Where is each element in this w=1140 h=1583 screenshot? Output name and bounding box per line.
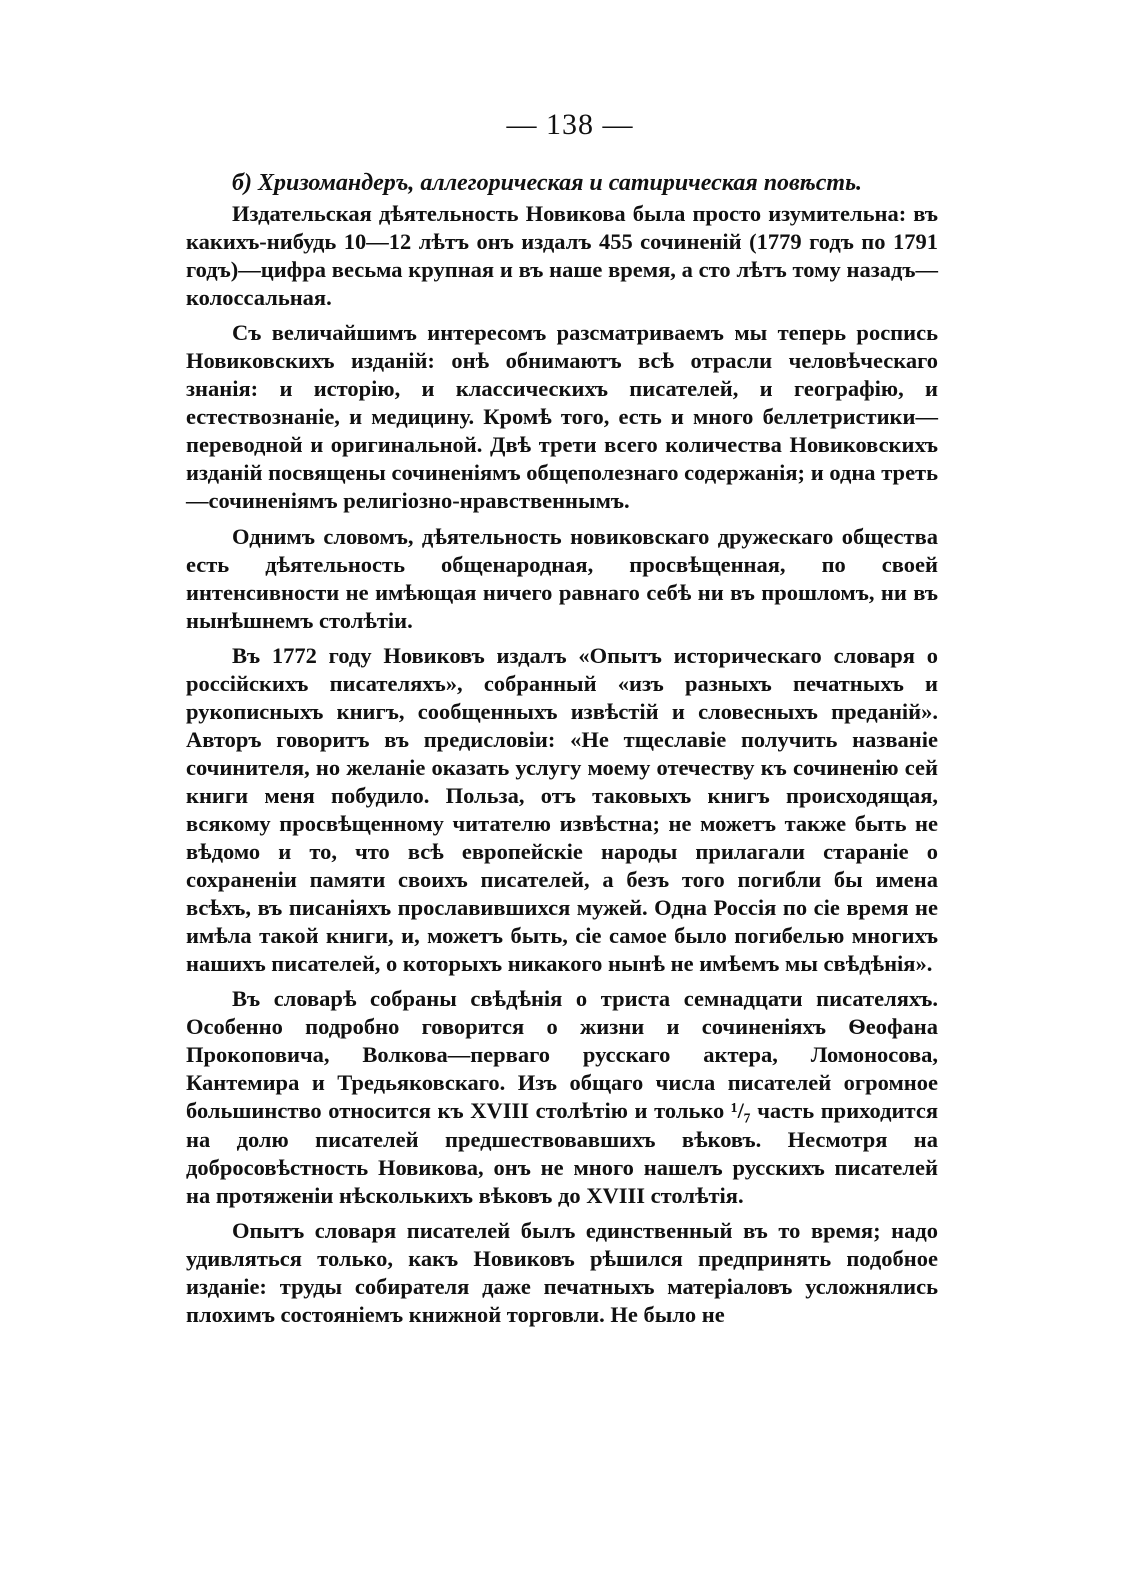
paragraph: Однимъ словомъ, дѣятельность новиковскаго дружескаго общества есть дѣятельность общенародная, просвѣщенная, по своей интенсивности не имѣющая ничего равнаго себѣ ни въ прошломъ, ни въ нынѣшнемъ столѣтіи. (186, 523, 938, 633)
body-text (186, 168, 938, 1329)
section-subtitle: б) Хризомандеръ, аллегорическая и сатирическая повѣсть. (232, 170, 863, 196)
paragraph: Издательская дѣятельность Новикова была просто изумительна: въ какихъ-нибудь 10—12 лѣтъ онъ издалъ 455 сочиненій (1779 годъ по 1791 годъ)—цифра весьма крупная и въ наше время, а сто лѣтъ тому назадъ—колоссальная. (186, 201, 938, 311)
page-number: — 138 — (506, 108, 634, 141)
paragraph: Въ словарѣ собраны свѣдѣнія о триста семнадцати писателяхъ. Особенно подробно говорится о жизни и сочиненіяхъ Ѳеофана Прокоповича, Волкова—перваго русскаго актера, Ломоносова, Кантемира и Тредьяковскаго. Изъ общаго числа писателей огромное большинство относится къ XVIII столѣтію и только ¹/₇ часть приходится на долю писателей предшествовавшихъ вѣковъ. Несмотря на добросовѣстность Новикова, онъ не много нашелъ русскихъ писателей на протяженіи нѣсколькихъ вѣковъ до XVIII столѣтія. (186, 986, 938, 1208)
paragraph: Въ 1772 году Новиковъ издалъ «Опытъ историческаго словаря о россійскихъ писателяхъ», собранный «изъ разныхъ печатныхъ и рукописныхъ книгъ, сообщенныхъ извѣстій и словесныхъ преданій». Авторъ говоритъ въ предисловіи: «Не тщеславіе получить названіе сочинителя, но желаніе оказать услугу моему отечеству къ сочиненію сей книги меня побудило. Польза, отъ таковыхъ книгъ происходящая, всякому просвѣщенному читателю извѣстна; не можетъ также быть не вѣдомо и то, что всѣ европейскіе народы прилагали стараніе о сохраненіи памяти своихъ писателей, а безъ того погибли бы имена всѣхъ, въ писаніяхъ прославившихся мужей. Одна Россія по сіе время не имѣла такой книги, и, можетъ быть, сіе самое было погибелью многихъ нашихъ писателей, о которыхъ никакого нынѣ не имѣемъ мы свѣдѣнія». (186, 642, 938, 977)
paragraph: Съ величайшимъ интересомъ разсматриваемъ мы теперь роспись Новиковскихъ изданій: онѣ обнимаютъ всѣ отрасли человѣческаго знанія: и исторію, и классическихъ писателей, и географію, и естествознаніе, и медицину. Кромѣ того, есть и много беллетристики—переводной и оригинальной. Двѣ трети всего количества Новиковскихъ изданій посвящены сочиненіямъ общеполезнаго содержанія; и одна треть—сочиненіямъ религіозно-нравственнымъ. (186, 320, 938, 514)
paragraph: Опытъ словаря писателей былъ единственный въ то время; надо удивляться только, какъ Новиковъ рѣшился предпринять подобное изданіе: труды собирателя даже печатныхъ матеріаловъ усложнялись плохимъ состояніемъ книжной торговли. Не было не (186, 1217, 938, 1327)
